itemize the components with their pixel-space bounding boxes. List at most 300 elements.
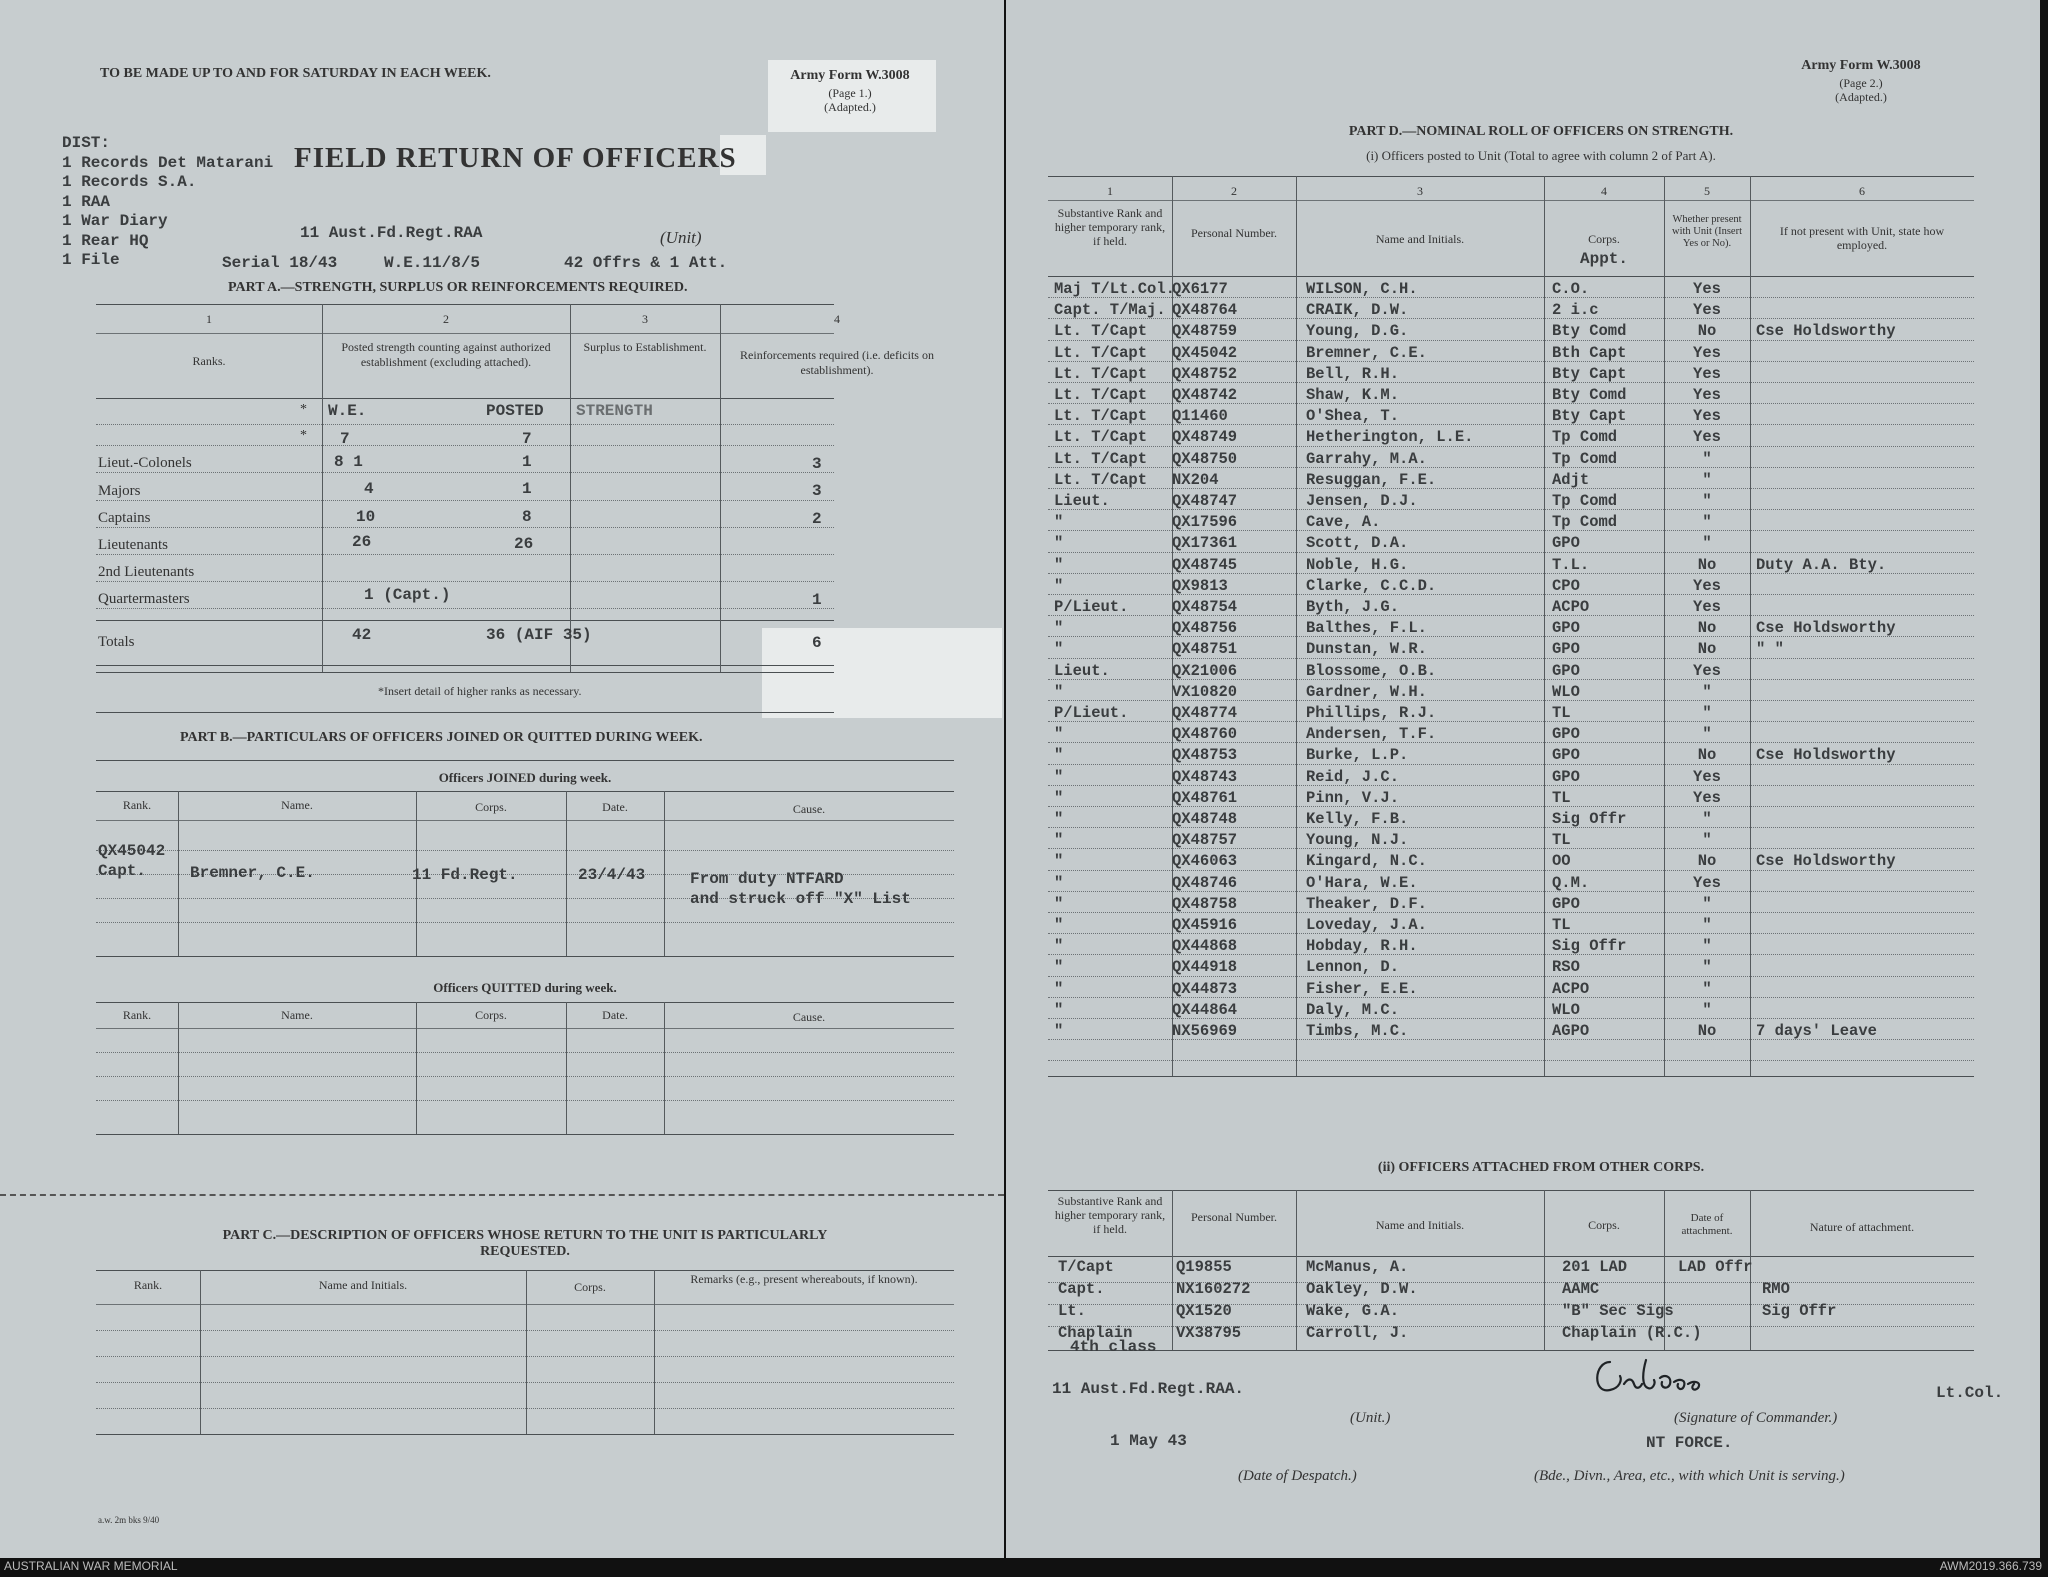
officer-present: Yes xyxy=(1693,598,1721,616)
col-head-corps: Corps. xyxy=(1588,232,1620,246)
officer-name: Cave, A. xyxy=(1306,513,1381,532)
rule xyxy=(96,1002,954,1003)
officer-num: QX44918 xyxy=(1172,958,1238,977)
attached-rank: Capt. xyxy=(1058,1280,1105,1298)
rule xyxy=(1048,1060,1974,1061)
rule xyxy=(566,791,567,956)
officer-name: O'Shea, T. xyxy=(1306,407,1400,426)
officer-rank: " xyxy=(1054,873,1064,892)
officer-rank: " xyxy=(1054,852,1064,871)
rule xyxy=(96,1028,954,1029)
rule xyxy=(96,791,954,792)
posted-value: 1 xyxy=(522,453,532,471)
officer-rank: Lt. T/Capt xyxy=(1054,343,1148,362)
form-adapted-label: (Adapted.) xyxy=(824,100,876,114)
attached-name: Wake, G.A. xyxy=(1306,1302,1400,1320)
sub-strength: STRENGTH xyxy=(576,402,653,420)
officer-appt: TL xyxy=(1552,704,1571,722)
rule xyxy=(1750,176,1751,1076)
rule xyxy=(96,1134,954,1135)
officer-present: Yes xyxy=(1693,407,1721,426)
attached-name: Oakley, D.W. xyxy=(1306,1280,1418,1298)
form-page-label: (Page 2.) xyxy=(1839,76,1883,90)
part-a-note: *Insert detail of higher ranks as necessary. xyxy=(378,684,582,698)
form-adapted-label: (Adapted.) xyxy=(1835,90,1887,104)
rule xyxy=(1048,1190,1974,1191)
rule xyxy=(322,304,323,672)
rule xyxy=(96,472,834,473)
rule xyxy=(96,527,834,528)
part-a-heading: PART A.—STRENGTH, SURPLUS OR REINFORCEMENTS REQUIRED. xyxy=(228,280,688,295)
officer-present: " xyxy=(1702,979,1712,998)
unit-value: 11 Aust.Fd.Regt.RAA xyxy=(300,224,483,242)
officer-appt: Bth Capt xyxy=(1552,343,1627,362)
officer-present: Yes xyxy=(1693,428,1721,447)
part-c-heading-cont: REQUESTED. xyxy=(480,1244,570,1259)
rule xyxy=(96,445,834,446)
officer-name: Young, D.G. xyxy=(1306,322,1409,341)
att-head-corps: Corps. xyxy=(1588,1218,1620,1232)
attached-corps: Chaplain (R.C.) xyxy=(1562,1324,1702,1342)
officer-name: Noble, H.G. xyxy=(1306,555,1409,574)
rule xyxy=(1048,1350,1974,1351)
officer-rank: Lt. T/Capt xyxy=(1054,470,1148,489)
col-num: 2 xyxy=(443,312,449,326)
officer-name: Andersen, T.F. xyxy=(1306,725,1437,744)
officer-appt: RSO xyxy=(1552,958,1580,977)
att-head-date: Date of attachment. xyxy=(1681,1212,1733,1237)
attached-corps: 201 LAD xyxy=(1562,1258,1628,1276)
col-num: 3 xyxy=(1417,184,1423,198)
officer-num: QX17596 xyxy=(1172,513,1238,532)
officer-num: QX45042 xyxy=(1172,343,1238,362)
officer-rank: " xyxy=(1054,619,1064,638)
officer-num: NX56969 xyxy=(1172,1022,1238,1040)
officer-present: " xyxy=(1702,725,1712,744)
officer-employed: 7 days' Leave xyxy=(1756,1022,1877,1040)
officer-name: Daly, M.C. xyxy=(1306,1000,1400,1019)
officer-rank: " xyxy=(1054,894,1064,913)
quitted-col-corps: Corps. xyxy=(475,1008,507,1022)
attached-num: Q19855 xyxy=(1176,1258,1232,1276)
rank-label: Quartermasters xyxy=(98,591,190,607)
rule xyxy=(96,1382,954,1383)
officer-rank: Lieut. xyxy=(1054,492,1110,510)
officer-name: Bremner, C.E. xyxy=(1306,343,1427,362)
despatch-date: 1 May 43 xyxy=(1110,1432,1187,1450)
officer-name: Theaker, D.F. xyxy=(1306,894,1427,913)
col-num: 5 xyxy=(1704,184,1710,198)
officer-appt: Bty Comd xyxy=(1552,386,1627,404)
part-b-heading: PART B.—PARTICULARS OF OFFICERS JOINED OR QUITTED DURING WEEK. xyxy=(180,730,703,745)
we-value: 26 xyxy=(352,533,372,551)
officer-present: " xyxy=(1702,682,1712,701)
officer-num: QX48743 xyxy=(1172,767,1238,786)
rule xyxy=(96,1356,954,1357)
col-head-rank: Substantive Rank and higher temporary rank, if held. xyxy=(1054,206,1166,248)
officer-present: No xyxy=(1697,322,1717,341)
officer-appt: WLO xyxy=(1552,682,1580,701)
despatch-label: (Date of Despatch.) xyxy=(1238,1468,1357,1484)
quitted-title: Officers QUITTED during week. xyxy=(433,980,617,995)
officer-rank: " xyxy=(1054,746,1064,765)
joined-title: Officers JOINED during week. xyxy=(438,770,612,785)
officer-num: QX48748 xyxy=(1172,810,1238,828)
attached-rank: Chaplain xyxy=(1058,1324,1133,1342)
rule xyxy=(1296,176,1297,1076)
rule xyxy=(96,1270,954,1271)
officer-num: QX48754 xyxy=(1172,598,1238,616)
officer-rank: " xyxy=(1054,513,1064,532)
rule xyxy=(96,620,834,621)
officer-rank: Lt. T/Capt xyxy=(1054,407,1148,426)
officer-appt: TL xyxy=(1552,831,1571,850)
col-head-surplus: Surplus to Establishment. xyxy=(583,340,707,354)
officer-name: Reid, J.C. xyxy=(1306,767,1400,786)
part-c-col-corps: Corps. xyxy=(574,1280,606,1294)
attached-date: LAD Offr xyxy=(1678,1258,1753,1276)
part-c-heading: PART C.—DESCRIPTION OF OFFICERS WHOSE RETURN TO THE UNIT IS PARTICULARLY xyxy=(222,1228,828,1243)
officer-rank: " xyxy=(1054,810,1064,828)
officer-rank: " xyxy=(1054,831,1064,850)
joined-rank-number: QX45042 xyxy=(98,842,166,860)
col-head-posted: Posted strength counting against authorized establishment (excluding attached). xyxy=(341,340,551,369)
officer-present: " xyxy=(1702,894,1712,913)
officer-name: Bell, R.H. xyxy=(1306,364,1400,383)
rule xyxy=(200,1270,201,1434)
dist-line: 1 War Diary xyxy=(62,212,168,230)
officer-present: Yes xyxy=(1693,767,1721,786)
col-num: 2 xyxy=(1231,184,1237,198)
officer-name: Blossome, O.B. xyxy=(1306,661,1437,680)
form-page-2 xyxy=(1006,0,2040,1558)
totals-posted: 36 (AIF 35) xyxy=(486,626,592,644)
officer-name: Loveday, J.A. xyxy=(1306,916,1427,934)
rule xyxy=(96,672,834,673)
rule xyxy=(96,1100,954,1101)
rule xyxy=(1048,200,1974,201)
officer-name: Balthes, F.L. xyxy=(1306,619,1427,638)
officer-rank: " xyxy=(1054,576,1064,595)
officer-appt: Bty Capt xyxy=(1552,407,1627,426)
officer-present: " xyxy=(1702,704,1712,722)
quitted-col-cause: Cause. xyxy=(792,1010,826,1024)
officer-present: " xyxy=(1702,534,1712,553)
officer-name: CRAIK, D.W. xyxy=(1306,301,1409,320)
attached-num: QX1520 xyxy=(1176,1302,1232,1320)
officer-rank: " xyxy=(1054,725,1064,744)
col-head-ranks: Ranks. xyxy=(192,354,226,368)
officer-rank: Lt. T/Capt xyxy=(1054,364,1148,383)
sub-we: W.E. xyxy=(328,402,367,420)
attached-name: Carroll, J. xyxy=(1306,1324,1409,1342)
officer-name: Gardner, W.H. xyxy=(1306,682,1427,701)
officer-rank: P/Lieut. xyxy=(1054,704,1129,722)
officer-present: Yes xyxy=(1693,280,1721,298)
rule xyxy=(96,554,834,555)
rule xyxy=(96,712,834,713)
posted-value: 7 xyxy=(522,430,532,448)
part-c-col-name: Name and Initials. xyxy=(318,1278,408,1292)
attached-nature: Sig Offr xyxy=(1762,1302,1837,1320)
col-num: 1 xyxy=(1107,184,1113,198)
unit-value: 11 Aust.Fd.Regt.RAA. xyxy=(1052,1380,1245,1398)
rule xyxy=(96,850,954,851)
officer-num: QX44868 xyxy=(1172,937,1238,956)
officer-appt: Sig Offr xyxy=(1552,937,1627,956)
officer-name: Kingard, N.C. xyxy=(1306,852,1427,871)
officer-appt: Tp Comd xyxy=(1552,513,1618,532)
footer-accession: AWM2019.366.739 xyxy=(1939,1559,2042,1573)
officer-num: QX48749 xyxy=(1172,428,1238,447)
rank-label: Captains xyxy=(98,510,151,526)
officer-num: QX48760 xyxy=(1172,725,1238,744)
rank-label: Majors xyxy=(98,483,141,499)
officer-num: QX48753 xyxy=(1172,746,1238,765)
officer-appt: Tp Comd xyxy=(1552,428,1618,447)
officer-appt: Q.M. xyxy=(1552,873,1590,892)
officer-appt: Adjt xyxy=(1552,470,1590,489)
reinf-value: 2 xyxy=(812,510,822,528)
rule xyxy=(1172,1190,1173,1350)
officer-rank: " xyxy=(1054,1000,1064,1019)
joined-col-date: Date. xyxy=(602,800,628,814)
officer-rank: " xyxy=(1054,555,1064,574)
officer-appt: OO xyxy=(1552,852,1571,871)
officer-appt: CPO xyxy=(1552,576,1580,595)
officer-appt: T.L. xyxy=(1552,555,1590,574)
totals-we: 42 xyxy=(352,626,372,644)
officer-num: QX48758 xyxy=(1172,894,1238,913)
officer-num: QX48756 xyxy=(1172,619,1238,638)
rule xyxy=(96,500,834,501)
officer-name: Garrahy, M.A. xyxy=(1306,449,1427,468)
officer-rank: " xyxy=(1054,767,1064,786)
officer-name: Byth, J.G. xyxy=(1306,598,1400,616)
officer-appt: GPO xyxy=(1552,725,1580,744)
officer-employed: Cse Holdsworthy xyxy=(1756,619,1896,638)
we-value: 1 (Capt.) xyxy=(364,586,451,604)
force-label: (Bde., Divn., Area, etc., with which Unit is serving.) xyxy=(1534,1468,1845,1484)
officer-appt: GPO xyxy=(1552,619,1580,638)
part-c-col-remarks: Remarks (e.g., present whereabouts, if known). xyxy=(690,1272,918,1286)
rule xyxy=(1544,1190,1545,1350)
col-num: 3 xyxy=(642,312,648,326)
officer-appt: AGPO xyxy=(1552,1022,1590,1040)
joined-col-cause: Cause. xyxy=(792,802,826,816)
officer-rank: Lt. T/Capt xyxy=(1054,428,1148,447)
rule xyxy=(96,956,954,957)
posted-value: 1 xyxy=(522,480,532,498)
officer-num: QX48761 xyxy=(1172,788,1238,807)
attached-name: McManus, A. xyxy=(1306,1258,1409,1276)
officer-num: QX44873 xyxy=(1172,979,1238,998)
col-head-employed: If not present with Unit, state how employed. xyxy=(1779,224,1945,252)
sub-posted: POSTED xyxy=(486,402,544,420)
officer-present: " xyxy=(1702,958,1712,977)
officer-appt: 2 i.c xyxy=(1552,301,1599,320)
officer-num: QX48750 xyxy=(1172,449,1238,468)
officer-employed: Cse Holdsworthy xyxy=(1756,746,1896,765)
rule xyxy=(96,333,834,334)
col-head-reinforcements: Reinforcements required (i.e. deficits on establishment). xyxy=(740,348,934,377)
officer-appt: TL xyxy=(1552,788,1571,807)
form-page-1 xyxy=(0,0,1004,1558)
joined-col-name: Name. xyxy=(281,798,313,812)
attached-num: VX38795 xyxy=(1176,1324,1242,1342)
force-value: NT FORCE. xyxy=(1646,1434,1733,1452)
officer-rank: " xyxy=(1054,682,1064,701)
officer-appt: Bty Comd xyxy=(1552,322,1627,341)
attached-rank-extra: 4th class xyxy=(1070,1338,1157,1356)
officer-appt: GPO xyxy=(1552,746,1580,765)
commander-signature xyxy=(1590,1354,1740,1402)
officer-rank: Maj T/Lt.Col. xyxy=(1054,280,1175,298)
officer-rank: " xyxy=(1054,937,1064,956)
officer-present: No xyxy=(1697,1022,1717,1040)
officer-rank: Lieut. xyxy=(1054,661,1110,680)
officer-rank: Lt. T/Capt xyxy=(1054,322,1148,341)
officer-present: No xyxy=(1697,555,1717,574)
rule xyxy=(1048,276,1974,277)
signature-label: (Signature of Commander.) xyxy=(1674,1410,1838,1426)
posted-value: 26 xyxy=(514,535,534,553)
star-marker: * xyxy=(300,428,307,443)
officer-appt: GPO xyxy=(1552,534,1580,553)
officer-present: No xyxy=(1697,640,1717,659)
officer-present: " xyxy=(1702,492,1712,510)
officer-appt: Tp Comd xyxy=(1552,492,1618,510)
joined-rank: Capt. xyxy=(98,862,147,880)
officer-num: QX48747 xyxy=(1172,492,1238,510)
officer-present: No xyxy=(1697,746,1717,765)
dist-line: DIST: xyxy=(62,134,111,152)
dist-line: 1 File xyxy=(62,251,120,269)
officer-appt: WLO xyxy=(1552,1000,1580,1019)
officer-present: Yes xyxy=(1693,788,1721,807)
officer-num: QX17361 xyxy=(1172,534,1238,553)
rule xyxy=(1544,176,1545,1076)
totals-label: Totals xyxy=(98,634,135,650)
quitted-col-name: Name. xyxy=(281,1008,313,1022)
reinf-value: 3 xyxy=(812,482,822,500)
officer-rank: " xyxy=(1054,979,1064,998)
officer-appt: GPO xyxy=(1552,661,1580,680)
attached-heading: (ii) OFFICERS ATTACHED FROM OTHER CORPS. xyxy=(1377,1160,1705,1175)
officer-name: Shaw, K.M. xyxy=(1306,386,1400,404)
rule xyxy=(178,791,179,956)
officer-name: Clarke, C.C.D. xyxy=(1306,576,1437,595)
rule xyxy=(96,1076,954,1077)
rule xyxy=(96,608,834,609)
att-head-name: Name and Initials. xyxy=(1375,1218,1465,1232)
part-d-subheading: (i) Officers posted to Unit (Total to agree with column 2 of Part A). xyxy=(1366,148,1716,163)
rule xyxy=(96,760,954,761)
officer-name: Resuggan, F.E. xyxy=(1306,470,1437,489)
officer-appt: ACPO xyxy=(1552,598,1590,616)
officer-rank: Capt. T/Maj. xyxy=(1054,301,1166,320)
officer-rank: Lt. T/Capt xyxy=(1054,386,1148,404)
officer-present: Yes xyxy=(1693,386,1721,404)
officer-rank: " xyxy=(1054,958,1064,977)
rule xyxy=(96,398,834,399)
reinf-value: 1 xyxy=(812,591,822,609)
officer-num: QX45916 xyxy=(1172,916,1238,934)
unit-label: (Unit.) xyxy=(1350,1410,1391,1426)
we-value: 7 xyxy=(340,430,350,448)
officer-employed: Cse Holdsworthy xyxy=(1756,322,1896,341)
att-head-rank: Substantive Rank and higher temporary rank, if held. xyxy=(1054,1194,1166,1236)
signature-rank: Lt.Col. xyxy=(1936,1384,2004,1402)
rule xyxy=(96,1408,954,1409)
officer-present: " xyxy=(1702,916,1712,934)
we-reference: W.E.11/8/5 xyxy=(384,254,481,272)
joined-cause-line-2: and struck off "X" List xyxy=(690,890,911,908)
officer-appt: C.O. xyxy=(1552,280,1590,298)
officer-rank: Lt. T/Capt xyxy=(1054,449,1148,468)
officer-num: VX10820 xyxy=(1172,682,1238,701)
att-head-number: Personal Number. xyxy=(1191,1210,1277,1224)
officer-name: Young, N.J. xyxy=(1306,831,1409,850)
officer-name: Hetherington, L.E. xyxy=(1306,428,1474,447)
part-c-col-rank: Rank. xyxy=(133,1278,163,1292)
dist-line: 1 Records Det Matarani xyxy=(62,153,274,172)
officer-count: 42 Offrs & 1 Att. xyxy=(564,254,728,272)
officer-present: Yes xyxy=(1693,661,1721,680)
officer-name: Dunstan, W.R. xyxy=(1306,640,1427,659)
dist-line: 1 Records S.A. xyxy=(62,173,197,191)
officer-rank: " xyxy=(1054,534,1064,553)
officer-name: Pinn, V.J. xyxy=(1306,788,1400,807)
officer-num: QX46063 xyxy=(1172,852,1238,871)
officer-num: QX9813 xyxy=(1172,576,1228,595)
rule xyxy=(1048,176,1974,177)
rule xyxy=(570,304,571,672)
officer-present: " xyxy=(1702,1000,1712,1019)
joined-cause-line-1: From duty NTFARD xyxy=(690,870,844,888)
officer-num: QX48752 xyxy=(1172,364,1238,383)
attached-nature: RMO xyxy=(1762,1280,1790,1298)
we-value: 4 xyxy=(364,480,374,498)
form-title: FIELD RETURN OF OFFICERS xyxy=(294,142,737,174)
officer-name: Phillips, R.J. xyxy=(1306,704,1437,722)
officer-employed: Cse Holdsworthy xyxy=(1756,852,1896,871)
officer-rank: " xyxy=(1054,916,1064,934)
rank-label: Lieutenants xyxy=(98,537,168,553)
posted-value: 8 xyxy=(522,508,532,526)
star-marker: * xyxy=(300,402,307,417)
officer-employed: " " xyxy=(1756,640,1784,659)
col-head-appt: Appt. xyxy=(1579,250,1628,268)
officer-num: NX204 xyxy=(1172,470,1219,489)
officer-rank: " xyxy=(1054,788,1064,807)
officer-rank: " xyxy=(1054,640,1064,659)
col-head-number: Personal Number. xyxy=(1191,226,1277,240)
officer-appt: TL xyxy=(1552,916,1571,934)
officer-name: Burke, L.P. xyxy=(1306,746,1409,765)
officer-present: Yes xyxy=(1693,873,1721,892)
rule xyxy=(96,922,954,923)
officer-present: " xyxy=(1702,831,1712,850)
footer-credit: AUSTRALIAN WAR MEMORIAL xyxy=(4,1559,178,1573)
joined-corps: 11 Fd.Regt. xyxy=(412,866,518,884)
officer-appt: Sig Offr xyxy=(1552,810,1627,828)
print-code: a.w. 2m bks 9/40 xyxy=(98,1515,160,1525)
officer-num: QX48746 xyxy=(1172,873,1238,892)
we-value: 8 1 xyxy=(334,453,363,471)
officer-name: O'Hara, W.E. xyxy=(1306,873,1418,892)
col-num: 4 xyxy=(834,312,840,326)
